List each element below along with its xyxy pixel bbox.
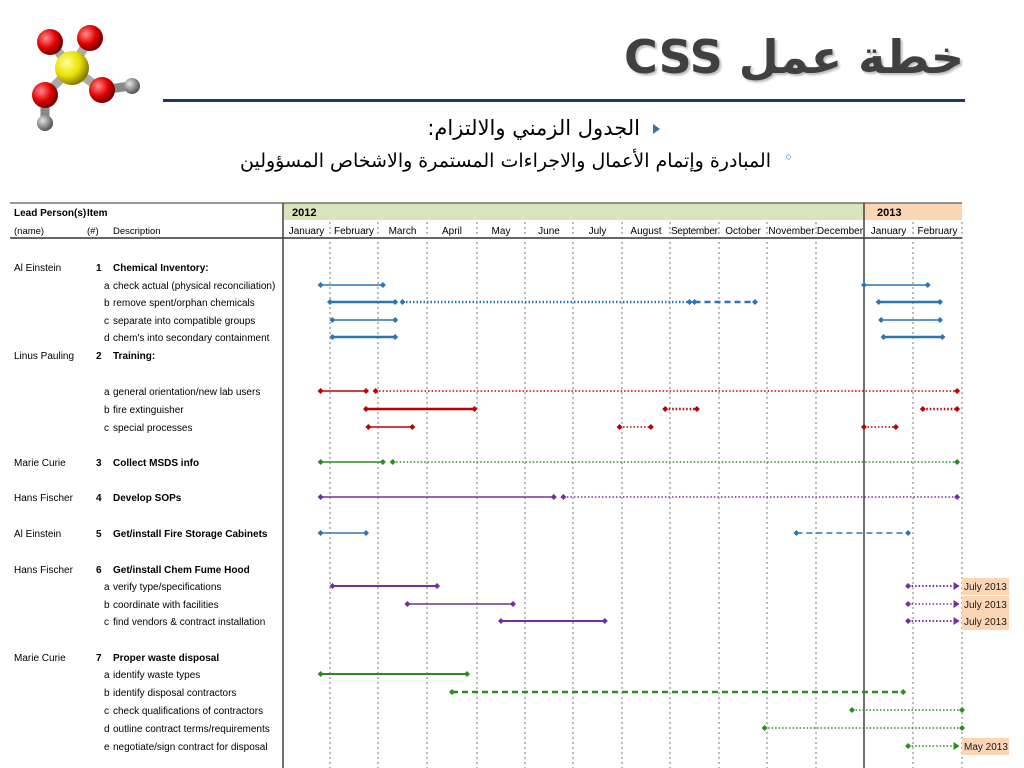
bar-endpoint bbox=[762, 725, 768, 731]
bar-endpoint bbox=[893, 424, 899, 430]
subtask-description: general orientation/new lab users bbox=[113, 387, 261, 398]
task-title: Get/install Chem Fume Hood bbox=[113, 565, 250, 576]
row-person: Hans Fischer bbox=[14, 565, 73, 576]
bar-endpoint bbox=[900, 689, 906, 695]
month-label: June bbox=[538, 226, 560, 237]
row-letter: e bbox=[104, 742, 110, 753]
subtask-description: negotiate/sign contract for disposal bbox=[113, 742, 268, 753]
bar-endpoint bbox=[318, 459, 324, 465]
row-letter: a bbox=[104, 582, 110, 593]
bar-endpoint bbox=[905, 583, 911, 589]
bar-endpoint bbox=[560, 494, 566, 500]
row-letter: a bbox=[104, 281, 110, 292]
bar-endpoint bbox=[881, 334, 887, 340]
row-letter: c bbox=[104, 423, 109, 434]
bar-endpoint bbox=[365, 424, 371, 430]
title-divider bbox=[163, 99, 965, 102]
task-title: Get/install Fire Storage Cabinets bbox=[113, 529, 268, 540]
row-letter: a bbox=[104, 387, 110, 398]
row-letter: a bbox=[104, 670, 110, 681]
bar-endpoint bbox=[920, 406, 926, 412]
bar-endpoint bbox=[905, 743, 911, 749]
bar-endpoint bbox=[617, 424, 623, 430]
row-letter: d bbox=[104, 724, 110, 735]
bar-endpoint bbox=[318, 671, 324, 677]
bar-endpoint bbox=[327, 299, 333, 305]
row-person: Al Einstein bbox=[14, 263, 62, 274]
subtask-description: special processes bbox=[113, 423, 193, 434]
bar-endpoint bbox=[510, 601, 516, 607]
bar-endpoint bbox=[954, 494, 960, 500]
bar-endpoint bbox=[905, 530, 911, 536]
bar-endpoint bbox=[380, 282, 386, 288]
bar-endpoint bbox=[861, 424, 867, 430]
header-item: Item bbox=[87, 208, 108, 219]
row-letter: c bbox=[104, 706, 109, 717]
bar-endpoint bbox=[449, 689, 455, 695]
row-letter: b bbox=[104, 298, 110, 309]
molecule-icon bbox=[20, 20, 150, 135]
subtask-description: verify type/specifications bbox=[113, 582, 222, 593]
row-person: Marie Curie bbox=[14, 458, 66, 469]
overflow-note-text: July 2013 bbox=[964, 582, 1007, 593]
header-name: (name) bbox=[14, 226, 45, 237]
bar-arrow bbox=[954, 617, 960, 625]
subtask-description: check actual (physical reconciliation) bbox=[113, 281, 276, 292]
bar-endpoint bbox=[861, 282, 867, 288]
bar-endpoint bbox=[434, 583, 440, 589]
bar-endpoint bbox=[392, 299, 398, 305]
overflow-note bbox=[962, 613, 1009, 630]
month-label: August bbox=[630, 226, 662, 237]
month-label: May bbox=[491, 226, 511, 237]
triangle-bullet-icon bbox=[653, 124, 660, 134]
month-label: November bbox=[768, 226, 815, 237]
bar-endpoint bbox=[905, 601, 911, 607]
bar-endpoint bbox=[363, 406, 369, 412]
task-title: Training: bbox=[113, 351, 156, 362]
row-item-number: 4 bbox=[96, 493, 102, 504]
bar-endpoint bbox=[363, 530, 369, 536]
row-item-number: 3 bbox=[96, 458, 102, 469]
task-title: Develop SOPs bbox=[113, 493, 182, 504]
bullet-schedule bbox=[427, 116, 640, 140]
bar-endpoint bbox=[363, 388, 369, 394]
header-item-number: (#) bbox=[87, 226, 99, 237]
month-label: October bbox=[725, 226, 761, 237]
overflow-note-text: May 2013 bbox=[964, 742, 1008, 753]
row-item-number: 7 bbox=[96, 653, 102, 664]
page-title: خطة عمل CSS bbox=[623, 30, 964, 84]
year-label-2012: 2012 bbox=[292, 207, 317, 219]
subtask-description: separate into compatible groups bbox=[113, 316, 256, 327]
circle-bullet-icon: ◦ bbox=[783, 148, 793, 167]
row-letter: b bbox=[104, 688, 110, 699]
bar-endpoint bbox=[318, 530, 324, 536]
molecule-logo bbox=[20, 20, 150, 135]
subtask-description: find vendors & contract installation bbox=[113, 617, 266, 628]
month-label: January bbox=[288, 226, 325, 237]
bar-endpoint bbox=[329, 334, 335, 340]
bar-endpoint bbox=[752, 299, 758, 305]
bar-endpoint bbox=[498, 618, 504, 624]
bar-endpoint bbox=[937, 299, 943, 305]
bar-endpoint bbox=[662, 406, 668, 412]
header-description: Description bbox=[113, 226, 161, 237]
month-label: December bbox=[816, 226, 864, 237]
row-item-number: 5 bbox=[96, 529, 102, 540]
row-person: Marie Curie bbox=[14, 653, 66, 664]
overflow-note-text: July 2013 bbox=[964, 600, 1007, 611]
bar-endpoint bbox=[905, 618, 911, 624]
bar-endpoint bbox=[390, 459, 396, 465]
row-person: Linus Pauling bbox=[14, 351, 75, 362]
subtask-description: check qualifications of contractors bbox=[113, 706, 264, 717]
bullet-initiative-text: المبادرة وإتمام الأعمال والاجراءات المستمرة والاشخاص المسؤولين bbox=[240, 150, 771, 172]
gantt-chart bbox=[0, 195, 1024, 768]
subtask-description: remove spent/orphan chemicals bbox=[113, 298, 255, 309]
bar-endpoint bbox=[392, 317, 398, 323]
overflow-note bbox=[962, 738, 1009, 755]
bar-endpoint bbox=[939, 334, 945, 340]
overflow-note bbox=[962, 596, 1009, 613]
bar-endpoint bbox=[959, 725, 965, 731]
bar-endpoint bbox=[694, 406, 700, 412]
bar-endpoint bbox=[793, 530, 799, 536]
month-label: February bbox=[917, 226, 958, 237]
year-2012-band bbox=[283, 203, 864, 220]
bar-endpoint bbox=[318, 388, 324, 394]
row-person: Al Einstein bbox=[14, 529, 62, 540]
bar-endpoint bbox=[318, 282, 324, 288]
row-letter: c bbox=[104, 316, 109, 327]
row-person: Hans Fischer bbox=[14, 493, 73, 504]
month-label: March bbox=[388, 226, 417, 237]
bar-endpoint bbox=[954, 459, 960, 465]
row-item-number: 1 bbox=[96, 263, 102, 274]
subtask-description: chem's into secondary containment bbox=[113, 333, 270, 344]
month-label: February bbox=[333, 226, 375, 237]
bar-endpoint bbox=[692, 299, 698, 305]
bullet-schedule-text: الجدول الزمني والالتزام: bbox=[427, 116, 640, 140]
bar-endpoint bbox=[876, 299, 882, 305]
subtask-description: coordinate with facilities bbox=[113, 600, 219, 611]
row-letter: b bbox=[104, 405, 110, 416]
month-label: January bbox=[870, 226, 907, 237]
header-lead-person: Lead Person(s) bbox=[14, 208, 87, 219]
bar-endpoint bbox=[380, 459, 386, 465]
overflow-note bbox=[962, 578, 1009, 595]
task-title: Proper waste disposal bbox=[113, 653, 220, 664]
row-letter: b bbox=[104, 600, 110, 611]
month-label: September bbox=[671, 226, 718, 237]
year-label-2013: 2013 bbox=[877, 207, 902, 219]
bar-endpoint bbox=[602, 618, 608, 624]
bar-arrow bbox=[954, 600, 960, 608]
bar-arrow bbox=[954, 742, 960, 750]
bar-endpoint bbox=[849, 707, 855, 713]
overflow-note-text: July 2013 bbox=[964, 617, 1007, 628]
row-letter: d bbox=[104, 333, 110, 344]
subtask-description: identify disposal contractors bbox=[113, 688, 237, 699]
bar-endpoint bbox=[318, 494, 324, 500]
subtask-description: outline contract terms/requirements bbox=[113, 724, 270, 735]
bar-arrow bbox=[954, 582, 960, 590]
bar-endpoint bbox=[925, 282, 931, 288]
task-title: Collect MSDS info bbox=[113, 458, 200, 469]
subtask-description: fire extinguisher bbox=[113, 405, 184, 416]
bar-endpoint bbox=[937, 317, 943, 323]
bar-endpoint bbox=[400, 299, 406, 305]
task-title: Chemical Inventory: bbox=[113, 263, 209, 274]
bar-endpoint bbox=[954, 406, 960, 412]
subtask-description: identify waste types bbox=[113, 670, 201, 681]
row-item-number: 6 bbox=[96, 565, 102, 576]
bar-endpoint bbox=[404, 601, 410, 607]
bullet-initiative bbox=[240, 148, 793, 172]
bar-endpoint bbox=[551, 494, 557, 500]
bar-endpoint bbox=[472, 406, 478, 412]
bar-endpoint bbox=[878, 317, 884, 323]
bar-endpoint bbox=[648, 424, 654, 430]
bar-endpoint bbox=[409, 424, 415, 430]
bar-endpoint bbox=[954, 388, 960, 394]
bar-endpoint bbox=[392, 334, 398, 340]
row-letter: c bbox=[104, 617, 109, 628]
row-item-number: 2 bbox=[96, 351, 102, 362]
bar-endpoint bbox=[464, 671, 470, 677]
month-label: April bbox=[441, 226, 463, 237]
month-label: July bbox=[588, 226, 607, 237]
bar-endpoint bbox=[959, 707, 965, 713]
